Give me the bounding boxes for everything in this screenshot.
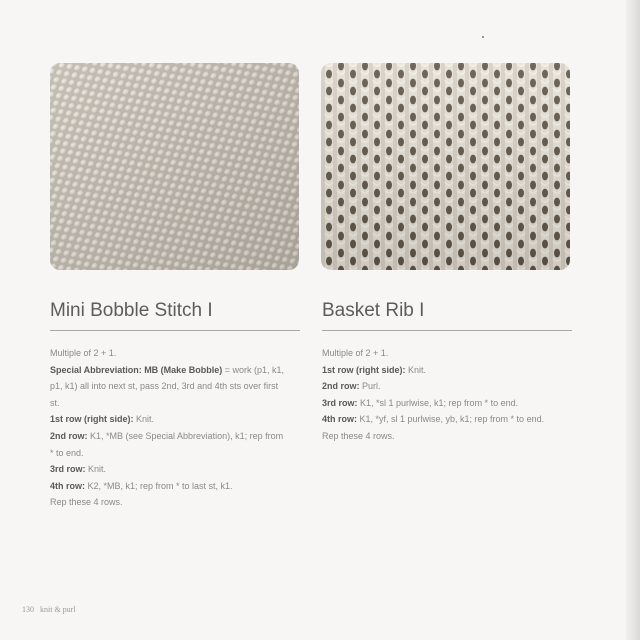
instruction-label: Special Abbreviation: MB (Make Bobble) bbox=[50, 364, 223, 375]
mini-bobble-stitch-pattern bbox=[50, 300, 300, 511]
instruction-text: p1, k1) all into next st, pass 2nd, 3rd and 4th sts over first bbox=[50, 381, 279, 392]
running-title: knit & purl bbox=[40, 605, 76, 614]
instruction-text: K1, *yf, sl 1 purlwise, yb, k1; rep from * to end. bbox=[357, 414, 545, 425]
pattern-title: Basket Rib I bbox=[322, 300, 572, 331]
instruction-label: 4th row: bbox=[322, 414, 357, 425]
instruction-line bbox=[322, 395, 572, 412]
instruction-line bbox=[50, 411, 300, 428]
page-gutter-edge bbox=[626, 0, 640, 640]
instruction-text: = work (p1, k1, bbox=[222, 364, 284, 375]
page-number: 130 bbox=[22, 605, 34, 614]
instruction-label: 1st row (right side): bbox=[322, 364, 406, 375]
instruction-line bbox=[50, 362, 300, 379]
instruction-line bbox=[50, 345, 300, 362]
basket-rib-swatch-photo bbox=[321, 63, 570, 270]
instruction-label: 2nd row: bbox=[322, 381, 360, 392]
instruction-line bbox=[50, 378, 300, 395]
instruction-text: * to end. bbox=[50, 447, 84, 458]
instruction-line bbox=[50, 428, 300, 445]
instruction-label: 4th row: bbox=[50, 480, 85, 491]
instruction-text: st. bbox=[50, 397, 60, 408]
instruction-line bbox=[50, 445, 300, 462]
instruction-text: Multiple of 2 + 1. bbox=[50, 348, 117, 358]
instruction-text: Knit. bbox=[85, 464, 107, 475]
instruction-text: Rep these 4 rows. bbox=[322, 430, 395, 441]
speck-mark bbox=[482, 36, 484, 38]
instruction-label: 1st row (right side): bbox=[50, 414, 134, 425]
instruction-label: 3rd row: bbox=[50, 464, 86, 475]
instruction-text: Rep these 4 rows. bbox=[50, 497, 123, 508]
instruction-text: K2, *MB, k1; rep from * to last st, k1. bbox=[85, 480, 233, 491]
instruction-label: 2nd row: bbox=[50, 430, 88, 441]
instruction-text: Multiple of 2 + 1. bbox=[322, 348, 389, 358]
pattern-instructions bbox=[50, 345, 300, 511]
pattern-instructions bbox=[322, 345, 572, 445]
instruction-text: K1, *sl 1 purlwise, k1; rep from * to end. bbox=[357, 397, 519, 408]
page-footer bbox=[22, 605, 82, 614]
instruction-line bbox=[322, 345, 572, 362]
instruction-label: 3rd row: bbox=[322, 397, 358, 408]
pattern-title: Mini Bobble Stitch I bbox=[50, 300, 300, 331]
instruction-text: Knit. bbox=[133, 414, 155, 425]
instruction-text: Purl. bbox=[359, 381, 381, 392]
instruction-line bbox=[50, 494, 300, 511]
instruction-line bbox=[322, 378, 572, 395]
mini-bobble-swatch-photo bbox=[50, 63, 299, 270]
instruction-line bbox=[322, 428, 572, 445]
instruction-line bbox=[50, 461, 300, 478]
instruction-line bbox=[322, 362, 572, 379]
instruction-line bbox=[50, 395, 300, 412]
instruction-text: K1, *MB (see Special Abbreviation), k1; rep from bbox=[87, 430, 284, 441]
instruction-line bbox=[50, 478, 300, 495]
basket-rib-pattern bbox=[322, 300, 572, 445]
instruction-text: Knit. bbox=[405, 364, 427, 375]
instruction-line bbox=[322, 411, 572, 428]
